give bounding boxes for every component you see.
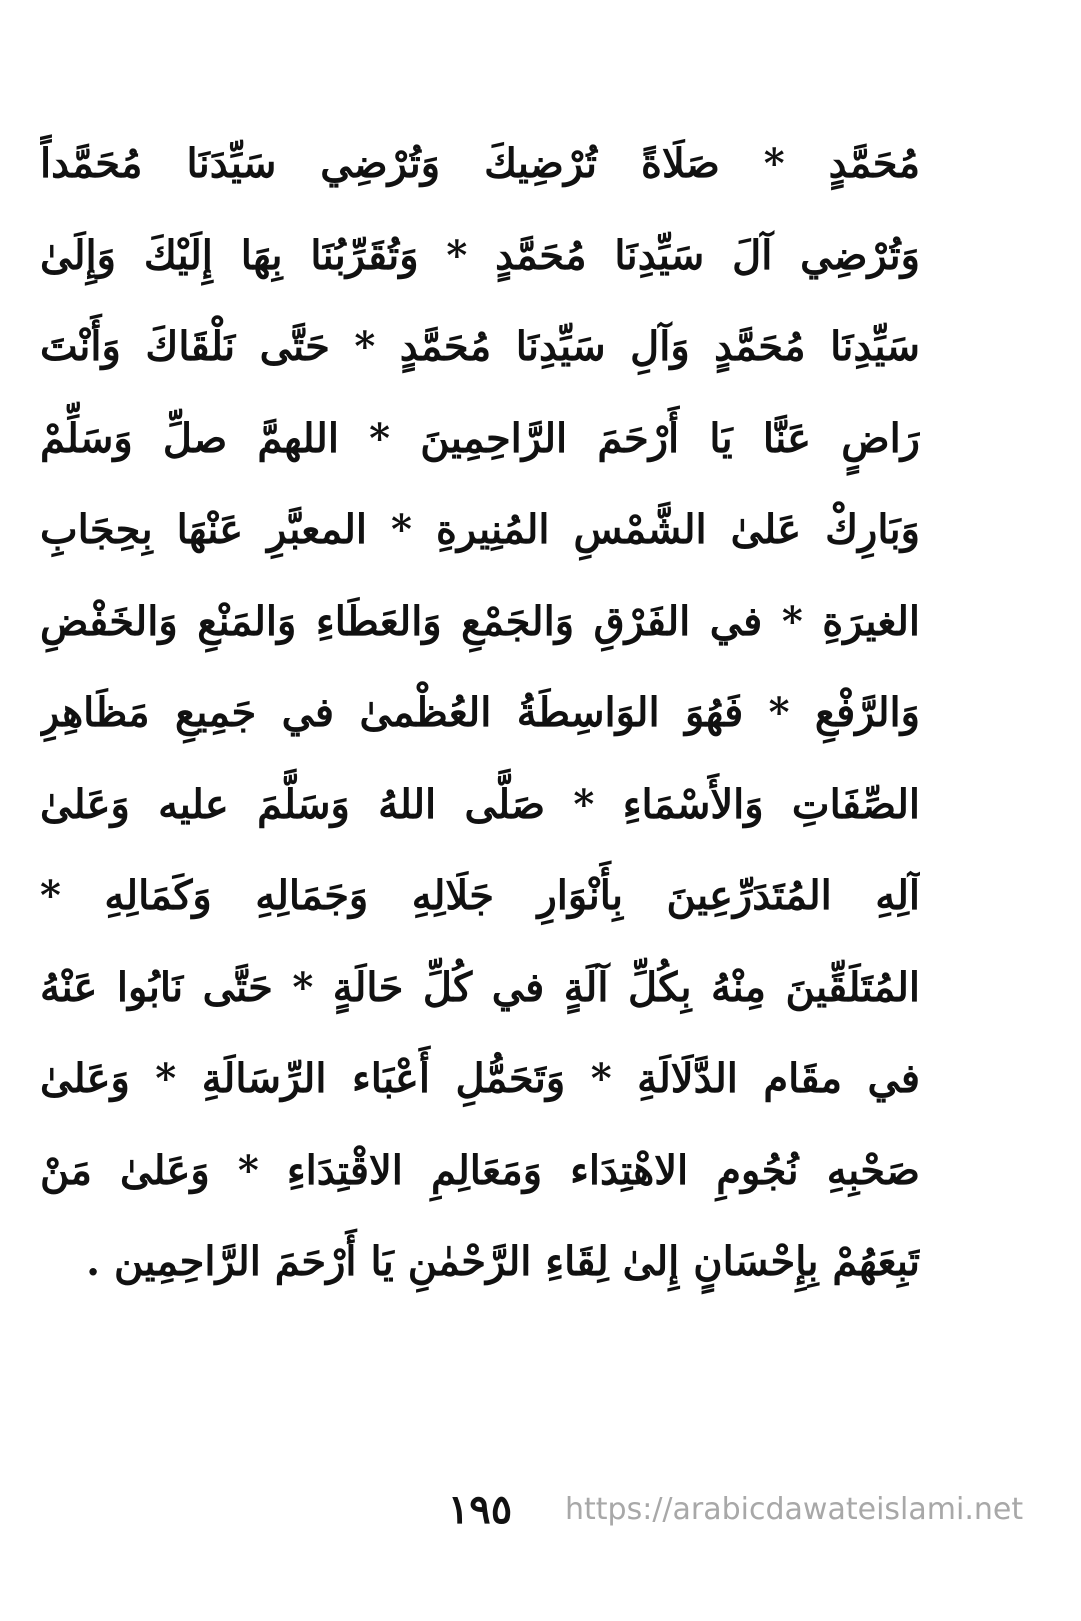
text-line-1: مُحَمَّدٍ * صَلَاةً تُرْضِيكَ وَتُرْضِي سَيِّدَنَا مُحَمَّداً (40, 140, 920, 187)
text-line-9: آلِهِ المُتَدَرِّعِينَ بِأَنْوَارِ جَلَالِهِ وَجَمَالِهِ وَكَمَالِهِ * (40, 872, 920, 919)
text-line-3: سَيِّدِنَا مُحَمَّدٍ وَآلِ سَيِّدِنَا مُحَمَّدٍ * حَتَّى نَلْقَاكَ وَأَنْتَ (40, 323, 920, 370)
text-line-11: في مقَام الدَّلَالَةِ * وَتَحَمُّلِ أَعْبَاء الرِّسَالَةِ * وَعَلىٰ (40, 1055, 920, 1102)
prayer-text-block (40, 118, 920, 1308)
text-line-13: تَبِعَهُمْ بِإِحْسَانٍ إِلىٰ لِقَاءِ الرَّحْمٰنِ يَا أَرْحَمَ الرَّاحِمِين . (86, 1238, 920, 1285)
text-line-8: الصِّفَاتِ وَالأَسْمَاءِ * صَلَّى اللهُ وَسَلَّمَ عليه وَعَلىٰ (40, 780, 920, 828)
text-line-5: وَبَارِكْ عَلىٰ الشَّمْسِ المُنِيرةِ * المعبَّرِ عَنْهَا بِحِجَابِ (40, 506, 920, 553)
text-line-4: رَاضٍ عَنَّا يَا أَرْحَمَ الرَّاحِمِينَ * اللهمَّ صلِّ وَسَلِّمْ (40, 414, 920, 462)
page-number: ١٩٥ (447, 1486, 513, 1533)
text-line-6: الغيرَةِ * في الفَرْقِ وَالجَمْعِ وَالعَطَاءِ وَالمَنْعِ وَالخَفْضِ (40, 597, 920, 645)
text-line-10: المُتَلَقِّينَ مِنْهُ بِكُلِّ آلَةٍ في كُلِّ حَالَةٍ * حَتَّى نَابُوا عَنْهُ (40, 963, 920, 1011)
text-line-2: وَتُرْضِي آلَ سَيِّدِنَا مُحَمَّدٍ * وَتُقَرِّبُنَا بِهَا إِلَيْكَ وَإِلَىٰ (40, 231, 920, 279)
text-line-12: صَحْبِهِ نُجُومِ الاهْتِدَاء وَمَعَالِمِ الاقْتِدَاءِ * وَعَلىٰ مَنْ (40, 1146, 920, 1194)
website-watermark: https://arabicdawateislami.net (565, 1492, 1024, 1527)
text-line-7: وَالرَّفْعِ * فَهُوَ الوَاسِطَةُ العُظْمىٰ في جَمِيعِ مَظَاهِرِ (40, 689, 920, 736)
page-footer (0, 1480, 1081, 1540)
